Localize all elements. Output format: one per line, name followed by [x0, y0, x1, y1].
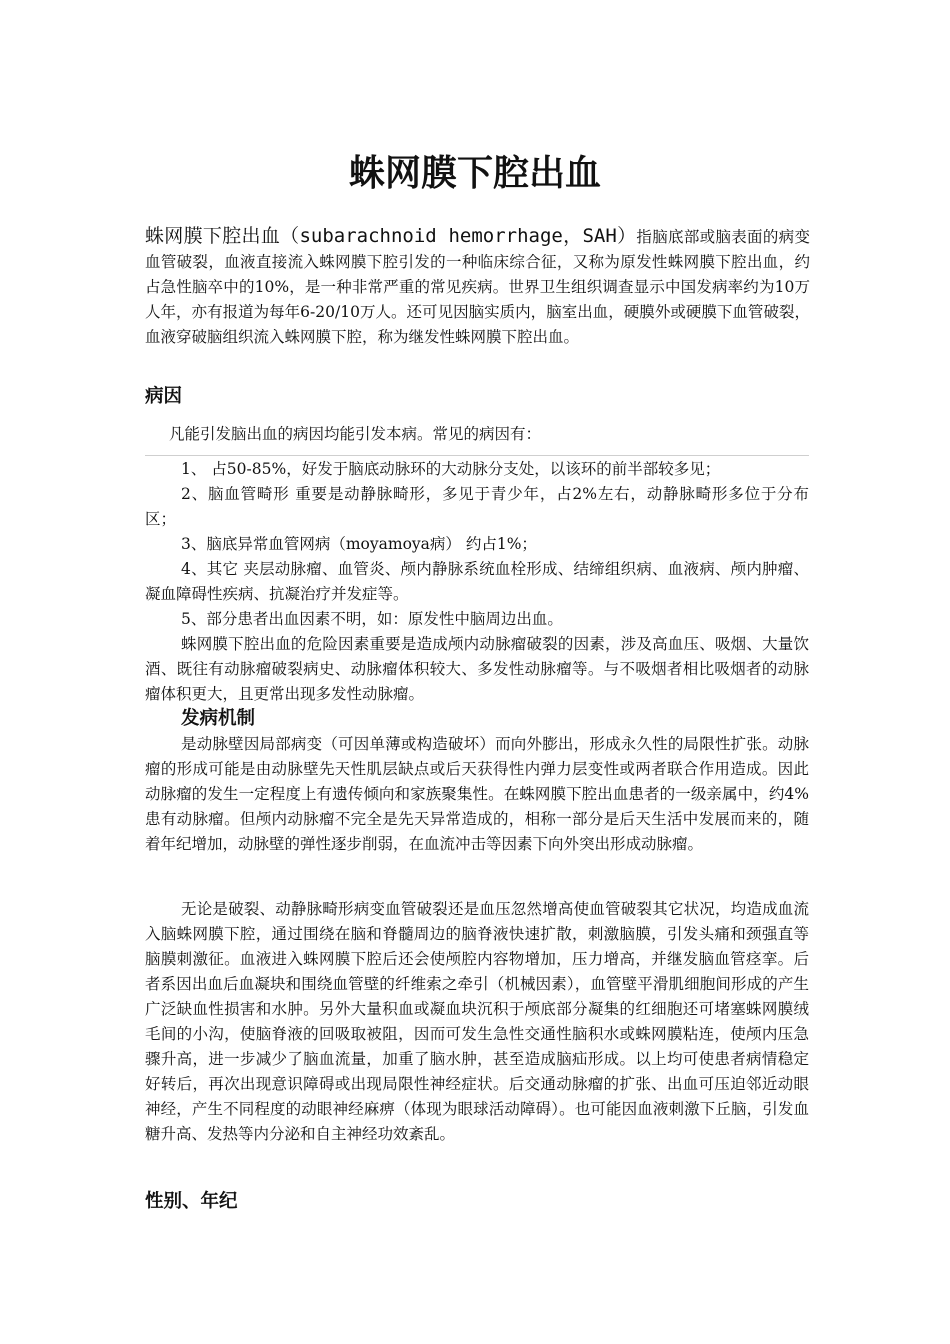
cause-item-4: 4、其它 夹层动脉瘤、血管炎、颅内静脉系统血栓形成、结缔组织病、血液病、颅内肿瘤、凝血障碍性疾病、抗凝治疗并发症等。	[145, 560, 809, 603]
cause-item-1: 1、 占50-85%，好发于脑底动脉环的大动脉分支处，以该环的前半部较多见；	[181, 460, 721, 478]
page-title: 蛛网膜下腔出血	[348, 153, 601, 194]
intro-paragraph	[145, 224, 810, 350]
intro-lead: 蛛网膜下腔出血（subarachnoid hemorrhage，SAH）	[145, 225, 637, 247]
intro-body: 指脑底部或脑表面的病变血管破裂，血液直接流入蛛网膜下腔引发的一种临床综合征，又称为原发性蛛网膜下腔出血，约占急性脑卒中的10%，是一种非常严重的常见疾病。世界卫生组织调查显示中国发病率约为10万人年，亦有报道为每年6-20/10万人。还可见因脑实质内，脑室出血，硬膜外或硬膜下血管破裂，血液穿破脑组织流入蛛网膜下腔，称为继发性蛛网膜下腔出血。	[145, 228, 810, 346]
causes-heading: 病因	[145, 386, 183, 407]
gender-age-heading: 性别、年纪	[145, 1191, 238, 1212]
cause-item-2: 2、脑血管畸形 重要是动静脉畸形，多见于青少年，占2%左右，动静脉畸形多位于分布区；	[145, 485, 809, 528]
mechanism-heading: 发病机制	[181, 708, 256, 729]
risk-paragraph: 蛛网膜下腔出血的危险因素重要是造成颅内动脉瘤破裂的因素，涉及高血压、吸烟、大量饮酒、既往有动脉瘤破裂病史、动脉瘤体积较大、多发性动脉瘤等。与不吸烟者相比吸烟者的动脉瘤体积更大，且更常出现多发性动脉瘤。	[145, 635, 809, 703]
mechanism-paragraph-1: 是动脉壁因局部病变（可因单薄或构造破坏）而向外膨出，形成永久性的局限性扩张。动脉瘤的形成可能是由动脉壁先天性肌层缺点或后天获得性内弹力层变性或两者联合作用造成。因此动脉瘤的发生一定程度上有遗传倾向和家族聚集性。在蛛网膜下腔出血患者的一级亲属中，约4%患有动脉瘤。但颅内动脉瘤不完全是先天异常造成的，相称一部分是后天生活中发展而来的，随着年纪增加，动脉壁的弹性逐步削弱，在血流冲击等因素下向外突出形成动脉瘤。	[145, 735, 809, 853]
cause-item-3: 3、脑底异常血管网病（moyamoya病） 约占1%；	[181, 535, 537, 553]
causes-lead: 凡能引发脑出血的病因均能引发本病。常见的病因有：	[169, 425, 542, 443]
section-divider	[145, 455, 809, 456]
mechanism-paragraph-2: 无论是破裂、动静脉畸形病变血管破裂还是血压忽然增高使血管破裂其它状况，均造成血流入脑蛛网膜下腔，通过围绕在脑和脊髓周边的脑脊液快速扩散，刺激脑膜，引发头痛和颈强直等脑膜刺激征。血液进入蛛网膜下腔后还会使颅腔内容物增加，压力增高，并继发脑血管痉挛。后者系因出血后血凝块和围绕血管壁的纤维索之牵引（机械因素），血管壁平滑肌细胞间形成的产生广泛缺血性损害和水肿。另外大量积血或凝血块沉积于颅底部分凝集的红细胞还可堵塞蛛网膜绒毛间的小沟，使脑脊液的回吸取被阻，因而可发生急性交通性脑积水或蛛网膜粘连，使颅内压急骤升高，进一步减少了脑血流量，加重了脑水肿，甚至造成脑疝形成。以上均可使患者病情稳定好转后，再次出现意识障碍或出现局限性神经症状。后交通动脉瘤的扩张、出血可压迫邻近动眼神经，产生不同程度的动眼神经麻痹（体现为眼球活动障碍）。也可能因血液刺激下丘脑，引发血糖升高、发热等内分泌和自主神经功效紊乱。	[145, 900, 809, 1143]
cause-item-5: 5、部分患者出血因素不明，如：原发性中脑周边出血。	[181, 610, 563, 628]
